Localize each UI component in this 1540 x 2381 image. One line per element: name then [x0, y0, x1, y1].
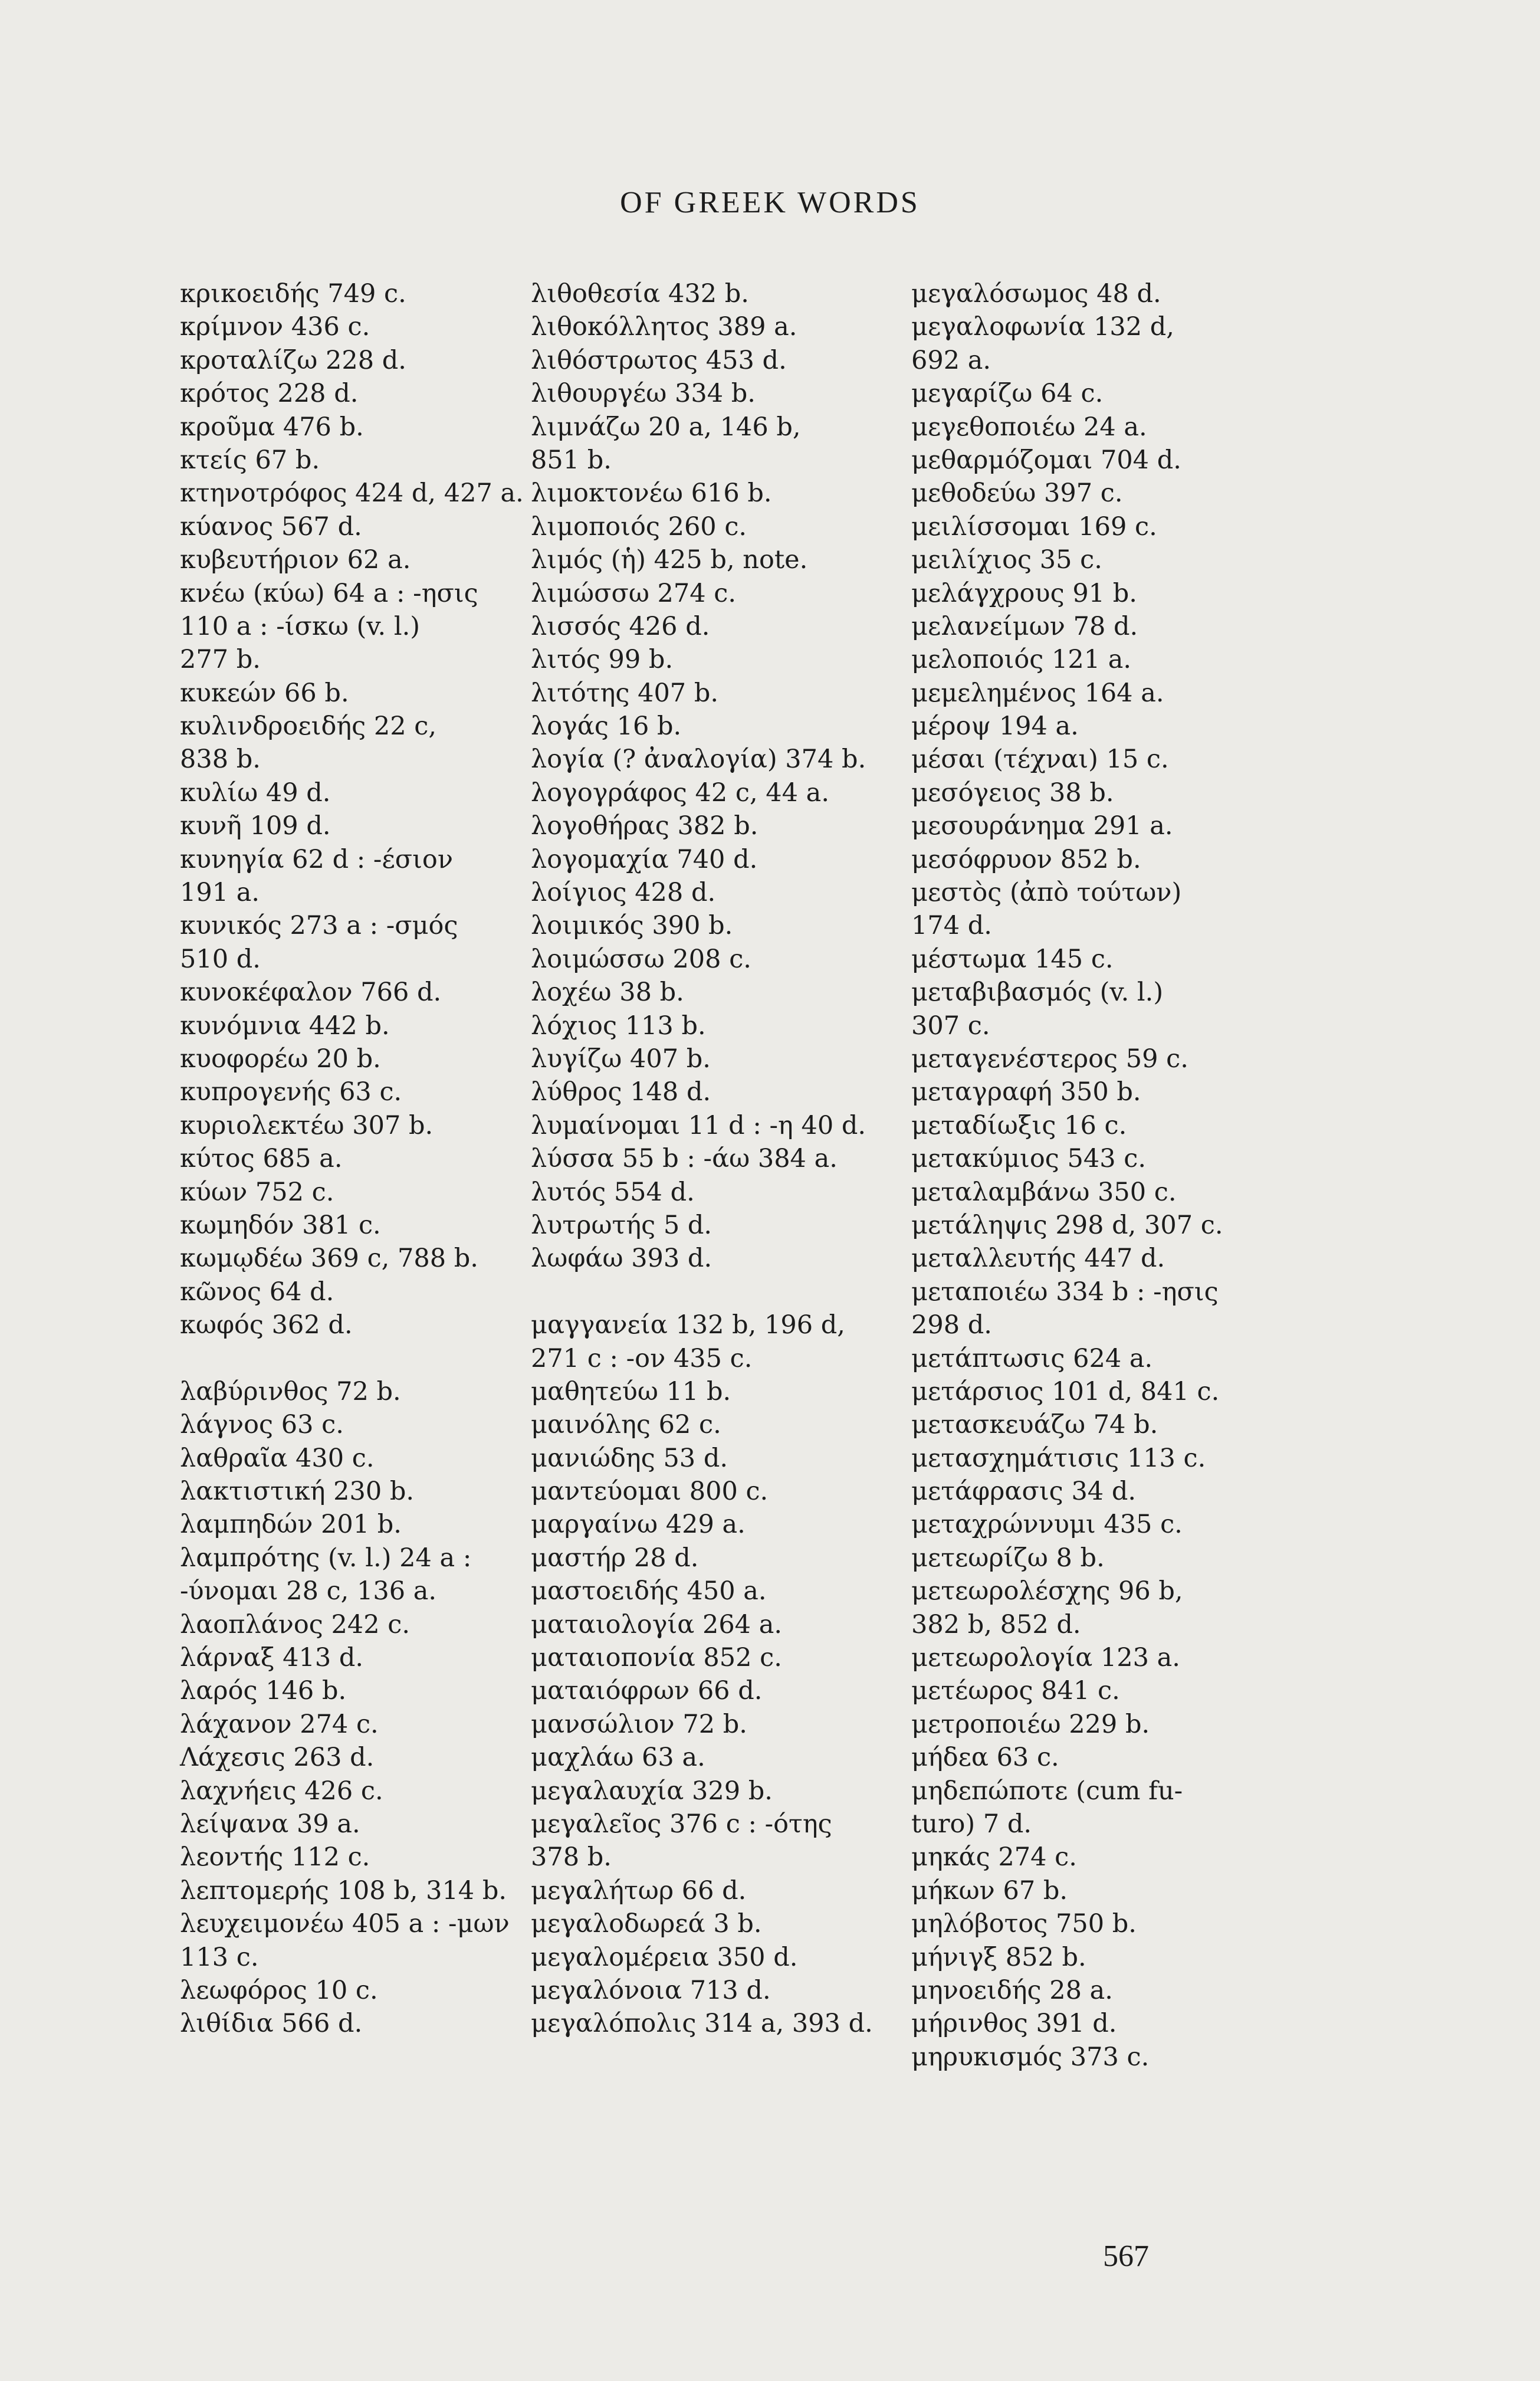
index-entry-line: κτείς 67 b. [180, 445, 320, 475]
index-entry-line: λεοντής 112 c. [180, 1842, 370, 1872]
index-entry-line: 838 b. [180, 745, 261, 775]
index-entry-line: λοιμώσσω 208 c. [531, 944, 751, 974]
index-entry-line: κωφός 362 d. [180, 1310, 353, 1340]
index-entry-line: ματαιόφρων 66 d. [531, 1676, 763, 1706]
index-entry-line: -ύνομαι 28 c, 136 a. [180, 1576, 437, 1606]
index-entry-line: μεταγενέστερος 59 c. [911, 1044, 1188, 1074]
index-entry-line: λόχιος 113 b. [531, 1011, 706, 1041]
index-entry-line: μέστωμα 145 c. [911, 944, 1114, 974]
index-entry-line: μετάληψις 298 d, 307 c. [911, 1210, 1223, 1240]
index-entry-line: μήδεα 63 c. [911, 1743, 1059, 1773]
index-entry-line: μετροποιέω 229 b. [911, 1709, 1150, 1739]
index-entry-line: μεταλλευτής 447 d. [911, 1244, 1165, 1274]
index-entry-line: λοχέω 38 b. [531, 978, 684, 1008]
index-entry-line: μετασκευάζω 74 b. [911, 1410, 1158, 1440]
index-entry-line: κυλινδροειδής 22 c, [180, 711, 436, 742]
index-entry-line: κυριολεκτέω 307 b. [180, 1110, 434, 1140]
index-entry-line: μεγαλόνοια 713 d. [531, 1975, 771, 2005]
index-entry-line: λογάς 16 b. [531, 711, 682, 742]
index-entry-line: μεταλαμβάνω 350 c. [911, 1177, 1177, 1207]
index-entry-line: λιθουργέω 334 b. [531, 379, 756, 409]
index-entry-line: μηλόβοτος 750 b. [911, 1909, 1137, 1939]
running-header: OF GREEK WORDS [620, 186, 920, 219]
index-entry-line: μεγαλόπολις 314 a, 393 d. [531, 2009, 873, 2039]
index-entry-line: κωμηδόν 381 c. [180, 1210, 381, 1240]
index-entry-line: μεμελημένος 164 a. [911, 678, 1164, 708]
index-entry-line: λάχανον 274 c. [180, 1709, 379, 1739]
index-entry-line: μηνοειδής 28 a. [911, 1975, 1113, 2005]
index-entry-line: μετεωρολογία 123 a. [911, 1643, 1180, 1673]
index-entry-line: κύων 752 c. [180, 1177, 334, 1207]
index-entry-line: μετασχημάτισις 113 c. [911, 1443, 1206, 1473]
index-entry-line: λαμπρότης (v. l.) 24 a : [180, 1543, 472, 1573]
index-entry-line: μεστὸς (ἀπὸ τούτων) [911, 878, 1182, 908]
index-entry-line: μεταποιέω 334 b : -ησις [911, 1277, 1219, 1307]
index-entry-line: μειλίσσομαι 169 c. [911, 511, 1157, 542]
index-column-1 [180, 277, 522, 2041]
index-entry-line: κυνόμνια 442 b. [180, 1011, 390, 1041]
index-entry-line: 851 b. [531, 445, 612, 475]
index-entry-line: μεγαρίζω 64 c. [911, 379, 1104, 409]
index-entry-line: λιθοκόλλητος 389 a. [531, 312, 797, 342]
index-entry-line: κυλίω 49 d. [180, 778, 331, 808]
index-entry-line: μέροψ 194 a. [911, 711, 1079, 742]
index-entry-line: μεθαρμόζομαι 704 d. [911, 445, 1181, 475]
index-entry-line: λιθόστρωτος 453 d. [531, 345, 787, 375]
index-entry-line: μεγαλοφωνία 132 d, [911, 312, 1174, 342]
index-entry-line: λεωφόρος 10 c. [180, 1975, 378, 2005]
index-entry-line: λεπτομερής 108 b, 314 b. [180, 1875, 507, 1906]
index-entry-line: λύσσα 55 b : -άω 384 a. [531, 1144, 838, 1174]
index-entry-line: λοίγιος 428 d. [531, 878, 716, 908]
index-entry-line: 510 d. [180, 944, 261, 974]
index-entry-line: λευχειμονέω 405 a : -μων [180, 1909, 510, 1939]
index-entry-line: μήνιγξ 852 b. [911, 1942, 1086, 1972]
index-entry-line: κύτος 685 a. [180, 1144, 343, 1174]
index-entry-line: Λάχεσις 263 d. [180, 1743, 375, 1773]
index-entry-line: κυβευτήριον 62 a. [180, 545, 411, 575]
index-entry-line: κυνοκέφαλον 766 d. [180, 978, 442, 1008]
index-entry-line: μαστήρ 28 d. [531, 1543, 699, 1573]
index-entry-line: 307 c. [911, 1011, 990, 1041]
index-entry-line: λιτότης 407 b. [531, 678, 719, 708]
index-entry-line: ματαιολογία 264 a. [531, 1609, 783, 1639]
index-entry-line: μεταχρώννυμι 435 c. [911, 1510, 1183, 1540]
index-entry-line: λογοθήρας 382 b. [531, 811, 758, 841]
index-entry-line: κυπρογενής 63 c. [180, 1077, 402, 1107]
index-entry-line: μετέωρος 841 c. [911, 1676, 1120, 1706]
index-entry-line: μεγαλαυχία 329 b. [531, 1776, 773, 1806]
index-entry-line: λογογράφος 42 c, 44 a. [531, 778, 829, 808]
index-entry-line: κυνῆ 109 d. [180, 811, 331, 841]
index-entry-line: λάγνος 63 c. [180, 1410, 344, 1440]
index-entry-line: μαχλάω 63 a. [531, 1743, 705, 1773]
index-entry-line: κτηνοτρόφος 424 d, 427 a. [180, 478, 524, 509]
page-number: 567 [1103, 2239, 1149, 2273]
index-column-2 [531, 277, 873, 2041]
index-entry-line: λοιμικός 390 b. [531, 911, 733, 941]
index-entry-line: κωμῳδέω 369 c, 788 b. [180, 1244, 478, 1274]
index-entry-line: μεσόγειος 38 b. [911, 778, 1114, 808]
index-entry-line: 692 a. [911, 345, 991, 375]
index-entry-line: μεταγραφή 350 b. [911, 1077, 1141, 1107]
index-entry-line: κῶνος 64 d. [180, 1277, 334, 1307]
index-entry-line: κυκεών 66 b. [180, 678, 349, 708]
index-entry-line: λιμοποιός 260 c. [531, 511, 747, 542]
index-entry-line [531, 1275, 873, 1308]
index-entry-line: λαχνήεις 426 c. [180, 1776, 383, 1806]
index-entry-line: μηρυκισμός 373 c. [911, 2042, 1150, 2072]
index-entry-line: 277 b. [180, 645, 261, 675]
index-entry-line: κρότος 228 d. [180, 379, 359, 409]
index-entry-line: μεθοδεύω 397 c. [911, 478, 1123, 509]
index-entry-line: μαγγανεία 132 b, 196 d, [531, 1310, 845, 1340]
index-entry-line: μήκων 67 b. [911, 1875, 1068, 1906]
index-entry-line: κρικοειδής 749 c. [180, 279, 406, 309]
index-entry-line: λιμοκτονέω 616 b. [531, 478, 772, 509]
index-entry-line: μεγαλομέρεια 350 d. [531, 1942, 798, 1972]
index-entry-line: μετακύμιος 543 c. [911, 1144, 1147, 1174]
index-entry-line: μαθητεύω 11 b. [531, 1376, 731, 1406]
index-entry-line: λυτός 554 d. [531, 1177, 695, 1207]
index-entry-line: λωφάω 393 d. [531, 1244, 712, 1274]
index-entry-line: μελάγχρους 91 b. [911, 578, 1137, 608]
index-entry-line: μανσώλιον 72 b. [531, 1709, 747, 1739]
index-entry-line: λαβύρινθος 72 b. [180, 1376, 401, 1406]
index-entry-line: μετάπτωσις 624 a. [911, 1343, 1153, 1373]
index-entry-line: ματαιοπονία 852 c. [531, 1643, 782, 1673]
index-entry-line: λυγίζω 407 b. [531, 1044, 711, 1074]
index-entry-line: μανιώδης 53 d. [531, 1443, 728, 1473]
index-entry-line: μηκάς 274 c. [911, 1842, 1077, 1872]
index-entry-line: μειλίχιος 35 c. [911, 545, 1102, 575]
index-entry-line: turo) 7 d. [911, 1809, 1032, 1839]
index-entry-line: λογία (? ἀναλογία) 374 b. [531, 745, 866, 775]
index-entry-line: μεσόφρυον 852 b. [911, 844, 1141, 874]
index-entry-line: 113 c. [180, 1942, 259, 1972]
index-entry-line: 174 d. [911, 911, 992, 941]
index-entry-line: μελανείμων 78 d. [911, 611, 1138, 641]
index-entry-line: λαρός 146 b. [180, 1676, 347, 1706]
index-entry-line: λογομαχία 740 d. [531, 844, 758, 874]
index-entry-line: 298 d. [911, 1310, 992, 1340]
index-entry-line: 271 c : -ον 435 c. [531, 1343, 753, 1373]
index-entry-line: μεταδίωξις 16 c. [911, 1110, 1127, 1140]
index-entry-line: λαμπηδών 201 b. [180, 1510, 402, 1540]
index-entry-line: λαοπλάνος 242 c. [180, 1609, 411, 1639]
index-entry-line: λισσός 426 d. [531, 611, 710, 641]
index-entry-line: μεγαλόσωμος 48 d. [911, 279, 1161, 309]
index-entry-line: λιμώσσω 274 c. [531, 578, 737, 608]
index-entry-line: μεγαλεῖος 376 c : -ότης [531, 1809, 832, 1839]
index-entry-line: μαργαίνω 429 a. [531, 1510, 746, 1540]
index-entry-line: 382 b, 852 d. [911, 1609, 1081, 1639]
index-entry-line: μετάφρασις 34 d. [911, 1477, 1137, 1507]
index-entry-line: μηδεπώποτε (cum fu- [911, 1776, 1183, 1806]
index-entry-line: λιτός 99 b. [531, 645, 674, 675]
index-entry-line: μαντεύομαι 800 c. [531, 1477, 769, 1507]
index-entry-line: μετάρσιος 101 d, 841 c. [911, 1376, 1220, 1406]
index-entry-line: 110 a : -ίσκω (v. l.) [180, 611, 421, 641]
index-entry-line: κυνικός 273 a : -σμός [180, 911, 458, 941]
index-entry-line: μεγαλοδωρεά 3 b. [531, 1909, 762, 1939]
index-entry-line [180, 1342, 522, 1375]
index-entry-line: λάρναξ 413 d. [180, 1643, 364, 1673]
index-entry-line: κροῦμα 476 b. [180, 412, 364, 442]
index-entry-line: λείψανα 39 a. [180, 1809, 360, 1839]
index-entry-line: κύανος 567 d. [180, 511, 362, 542]
index-entry-line: λυτρωτής 5 d. [531, 1210, 712, 1240]
index-entry-line: κυνηγία 62 d : -έσιον [180, 844, 453, 874]
index-entry-line: λύθρος 148 d. [531, 1077, 711, 1107]
index-entry-line: μήρινθος 391 d. [911, 2009, 1117, 2039]
index-entry-line: μαστοειδής 450 a. [531, 1576, 767, 1606]
index-entry-line: λιμνάζω 20 a, 146 b, [531, 412, 801, 442]
index-entry-line: κυοφορέω 20 b. [180, 1044, 381, 1074]
index-column-3 [911, 277, 1265, 2074]
index-entry-line: λακτιστική 230 b. [180, 1477, 415, 1507]
index-entry-line: λιθίδια 566 d. [180, 2009, 363, 2039]
index-entry-line: μεσουράνημα 291 a. [911, 811, 1173, 841]
index-entry-line: λιμός (ἡ) 425 b, note. [531, 545, 808, 575]
index-entry-line: λυμαίνομαι 11 d : -η 40 d. [531, 1110, 866, 1140]
index-entry-line: μετεωρολέσχης 96 b, [911, 1576, 1183, 1606]
index-entry-line: μεγεθοποιέω 24 a. [911, 412, 1147, 442]
index-entry-line: 191 a. [180, 878, 260, 908]
index-entry-line: κρίμνον 436 c. [180, 312, 370, 342]
index-entry-line: λαθραῖα 430 c. [180, 1443, 375, 1473]
index-entry-line: μελοποιός 121 a. [911, 645, 1132, 675]
index-entry-line: κροταλίζω 228 d. [180, 345, 406, 375]
index-entry-line: μεγαλήτωρ 66 d. [531, 1875, 747, 1906]
index-entry-line: μέσαι (τέχναι) 15 c. [911, 745, 1169, 775]
index-entry-line: 378 b. [531, 1842, 612, 1872]
index-entry-line: μετεωρίζω 8 b. [911, 1543, 1105, 1573]
index-entry-line: μαινόλης 62 c. [531, 1410, 721, 1440]
index-entry-line: κνέω (κύω) 64 a : -ησις [180, 578, 478, 608]
index-entry-line: μεταβιβασμός (v. l.) [911, 978, 1164, 1008]
index-entry-line: λιθοθεσία 432 b. [531, 279, 749, 309]
